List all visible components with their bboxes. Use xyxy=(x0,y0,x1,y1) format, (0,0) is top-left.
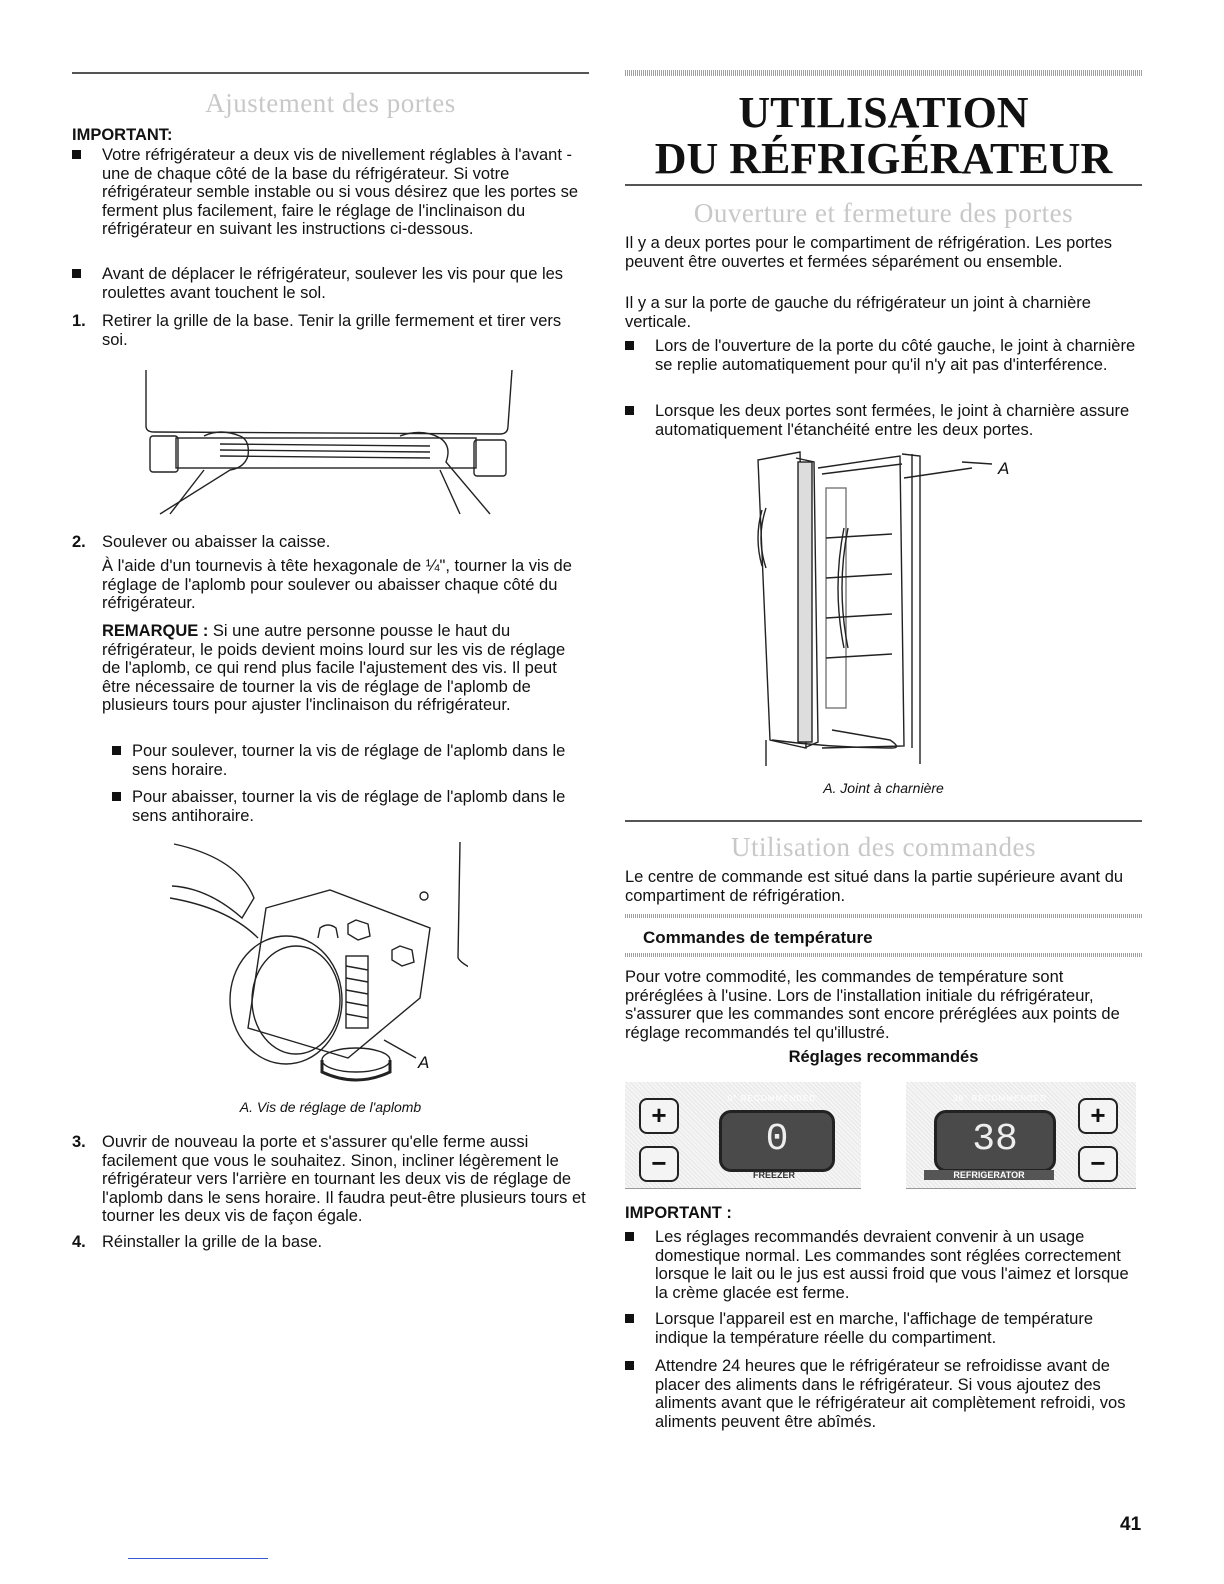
refrigerator-display-value: 38 xyxy=(972,1118,1018,1161)
figure-3-caption: A. Joint à charnière xyxy=(823,780,944,796)
step-number: 1. xyxy=(72,312,86,330)
step-text: Ouvrir de nouveau la porte et s'assurer qu'elle ferme aussi facilement que vous le souhaitez. Sinon, incliner légèrement le réfrigérateur vers l'arrière en tournant les deux vis de réglage de l'aplomb dans le sens horaire. Il faudra peut-être plusieurs tours et tourner les deux vis de façon égale. xyxy=(102,1133,586,1225)
sub-bullet-item xyxy=(112,788,582,825)
page-title-line-2: DU RÉFRIGÉRATEUR xyxy=(654,134,1113,183)
bullet-mark xyxy=(625,341,634,350)
freezer-display xyxy=(719,1110,835,1172)
remarque xyxy=(102,622,586,715)
bullet-item xyxy=(625,1228,1137,1302)
sub-bullet-item xyxy=(112,742,582,779)
step-1 xyxy=(72,312,584,349)
bullet-text: Lors de l'ouverture de la porte du côté gauche, le joint à charnière se replie automatiquement pour qu'il n'y ait pas d'interférence. xyxy=(655,337,1136,374)
bullet-text: Pour abaisser, tourner la vis de réglage de l'aplomb dans le sens antihoraire. xyxy=(132,788,566,825)
remarque-label: REMARQUE : xyxy=(102,622,209,640)
bullet-text: Attendre 24 heures que le réfrigérateur se refroidisse avant de placer des aliments dans le réfrigérateur. Si vous ajoutez des aliments avant que le réfrigérateur ait complètement refroidi, vos aliments peuvent être abîmés. xyxy=(655,1357,1126,1431)
paragraph-3: Le centre de commande est situé dans la partie supérieure avant du compartiment de réfrigération. xyxy=(625,868,1124,905)
bullet-text: Votre réfrigérateur a deux vis de nivellement réglables à l'avant - une de chaque côté de la base du réfrigérateur. Si votre réfrigérateur semble instable ou si vous désirez que les portes se ferment plus facilement, faire le réglage de l'inclinaison du réfrigérateur en suivant les instructions ci-dessous. xyxy=(102,146,578,238)
page-title-line-1: UTILISATION xyxy=(738,88,1029,137)
refrigerator-plus-button[interactable]: + xyxy=(1078,1098,1118,1134)
step-text: Retirer la grille de la base. Tenir la grille fermement et tirer vers soi. xyxy=(102,312,562,349)
freezer-minus-button[interactable]: − xyxy=(639,1146,679,1182)
paragraph-4: Pour votre commodité, les commandes de température sont préréglées à l'usine. Lors de l'installation initiale du réfrigérateur, s'assurer que les commandes sont encore préréglées aux points de réglage recommandés tel qu'illustré. xyxy=(625,968,1120,1042)
bullet-text: Lorsque l'appareil est en marche, l'affichage de température indique la température réelle du compartiment. xyxy=(655,1310,1094,1347)
bullet-mark xyxy=(625,1314,634,1323)
freezer-label: FREEZER xyxy=(752,1170,795,1180)
footer-line xyxy=(128,1558,268,1559)
section-rule xyxy=(625,820,1142,822)
section-title-ajustement: Ajustement des portes xyxy=(205,88,456,118)
bullet-mark xyxy=(625,1232,634,1241)
bullet-mark xyxy=(72,269,81,278)
bullet-item xyxy=(72,265,584,302)
bullet-item xyxy=(625,1310,1137,1347)
subhead-hatch-bottom xyxy=(625,953,1142,957)
bullet-text: Avant de déplacer le réfrigérateur, soulever les vis pour que les roulettes avant touchent le sol. xyxy=(102,265,564,302)
top-rule-left xyxy=(72,72,589,74)
freezer-plus-button[interactable]: + xyxy=(639,1098,679,1134)
important-label: IMPORTANT: xyxy=(72,126,173,144)
top-hatch-right xyxy=(625,70,1142,76)
bullet-mark xyxy=(112,792,121,801)
step-number: 3. xyxy=(72,1133,86,1151)
page-title xyxy=(625,90,1142,182)
freezer-recommended-text: 0° RECOMMENDED xyxy=(727,1094,817,1103)
step-number: 2. xyxy=(72,533,86,551)
bullet-mark xyxy=(112,746,121,755)
subhead-hatch-top xyxy=(625,914,1142,918)
section-title-commandes: Utilisation des commandes xyxy=(731,832,1036,862)
refrigerator-doors-illustration xyxy=(752,448,1022,776)
section-title-ouverture: Ouverture et fermeture des portes xyxy=(693,198,1074,228)
reglages-title: Réglages recommandés xyxy=(788,1048,979,1066)
base-grille-illustration xyxy=(140,366,520,516)
figure-2-label: A xyxy=(418,1053,430,1072)
bullet-item xyxy=(625,337,1137,374)
step-2 xyxy=(72,533,584,552)
bullet-text: Pour soulever, tourner la vis de réglage de l'aplomb dans le sens horaire. xyxy=(132,742,566,779)
freezer-display-value: 0 xyxy=(765,1118,789,1161)
title-rule xyxy=(625,184,1142,186)
refrigerator-minus-button[interactable]: − xyxy=(1078,1146,1118,1182)
step-text: Réinstaller la grille de la base. xyxy=(102,1233,323,1251)
step-3 xyxy=(72,1133,586,1226)
refrigerator-label: REFRIGERATOR xyxy=(924,1170,1054,1180)
figure-3-label: A xyxy=(998,459,1010,478)
step-2-detail: À l'aide d'un tournevis à tête hexagonale de ¼", tourner la vis de réglage de l'aplomb pour soulever ou abaisser chaque côté du réfrigérateur. xyxy=(102,557,572,612)
freezer-control-panel xyxy=(625,1082,861,1189)
remarque-text: Si une autre personne pousse le haut du réfrigérateur, le poids devient moins lourd sur les vis de réglage de l'aplomb, ce qui rend plus facile l'ajustement des vis. Il peut être nécessaire de tourner la vis de réglage de l'aplomb de plusieurs tours pour ajuster l'inclinaison du réfrigérateur. xyxy=(102,622,566,714)
step-text: Soulever ou abaisser la caisse. xyxy=(102,533,331,551)
subhead-commandes-temperature: Commandes de température xyxy=(643,928,873,947)
bullet-text: Lorsque les deux portes sont fermées, le joint à charnière assure automatiquement l'étanchéité entre les deux portes. xyxy=(655,402,1130,439)
bullet-item xyxy=(625,1357,1137,1431)
leveling-screw-illustration xyxy=(168,838,468,1088)
bullet-item xyxy=(72,146,584,239)
bullet-mark xyxy=(625,406,634,415)
refrigerator-display xyxy=(934,1110,1056,1172)
bullet-text: Les réglages recommandés devraient convenir à un usage domestique normal. Les commandes sont réglées correctement lorsque le lait ou le jus est aussi froid que vous l'aimez et lorsque la crème glacée est ferme. xyxy=(655,1228,1129,1302)
bullet-mark xyxy=(625,1361,634,1370)
page-number: 41 xyxy=(1120,1514,1142,1535)
paragraph-2: Il y a sur la porte de gauche du réfrigérateur un joint à charnière verticale. xyxy=(625,294,1091,331)
figure-2-caption: A. Vis de réglage de l'aplomb xyxy=(239,1099,422,1115)
step-4 xyxy=(72,1233,586,1252)
paragraph-1: Il y a deux portes pour le compartiment de réfrigération. Les portes peuvent être ouvertes et fermées séparément ou ensemble. xyxy=(625,234,1112,271)
step-number: 4. xyxy=(72,1233,86,1251)
bullet-mark xyxy=(72,150,81,159)
refrigerator-recommended-text: 38° RECOMMENDED xyxy=(953,1094,1047,1103)
refrigerator-control-panel xyxy=(906,1082,1136,1189)
important-label-2: IMPORTANT : xyxy=(625,1204,732,1222)
bullet-item xyxy=(625,402,1137,439)
